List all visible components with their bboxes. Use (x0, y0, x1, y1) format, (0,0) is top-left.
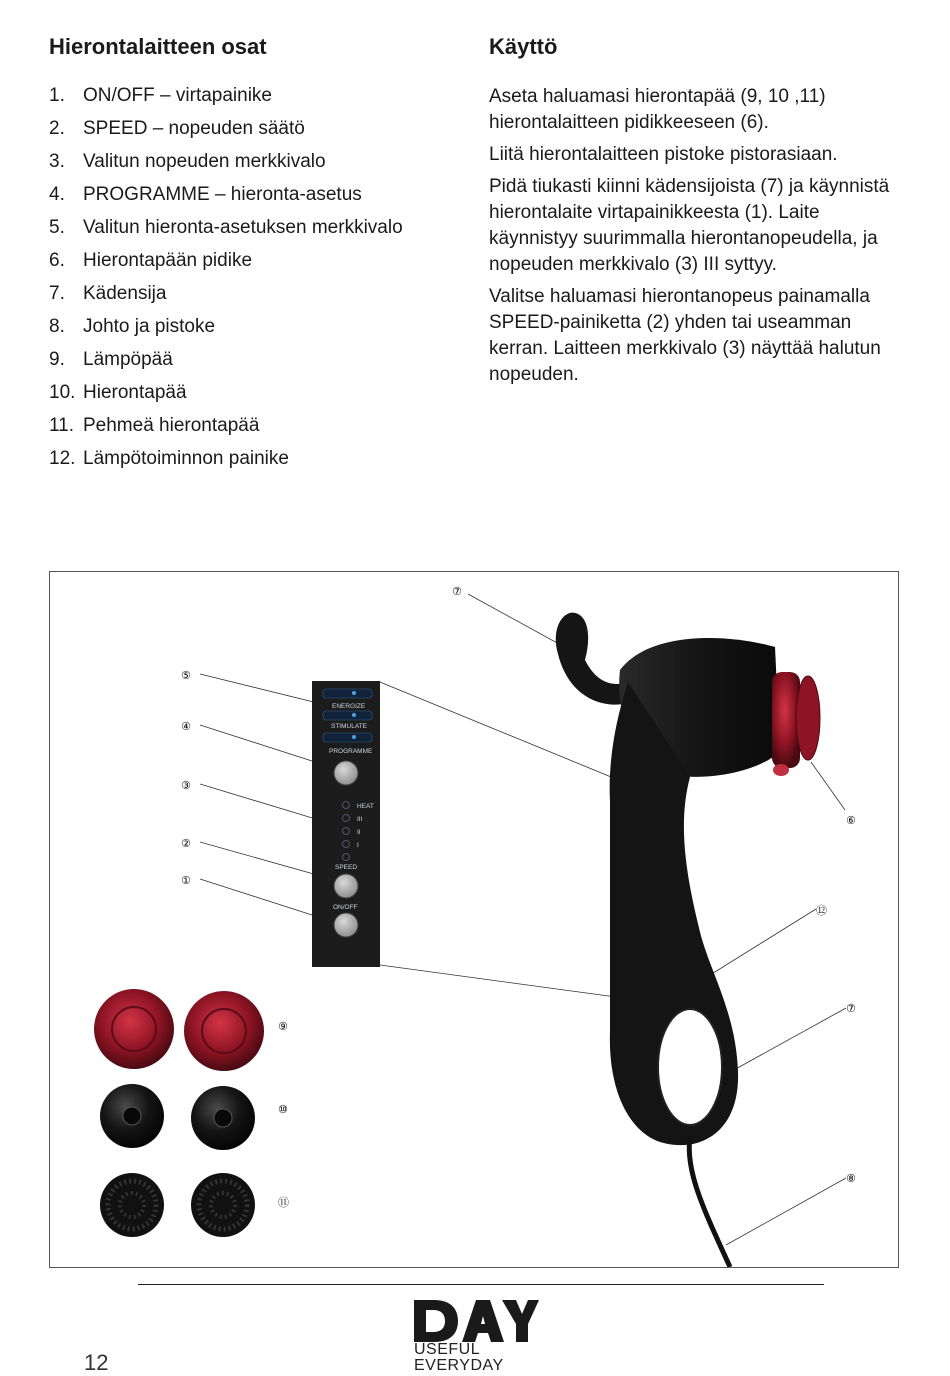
item-number: 5. (49, 217, 65, 238)
callout-5: ⑤ (181, 669, 191, 682)
list-item (49, 249, 469, 282)
callout-6: ⑥ (846, 814, 856, 827)
accessory-heads (94, 989, 264, 1237)
item-number: 6. (49, 250, 65, 271)
programme-label: PROGRAMME (329, 748, 373, 755)
parts-heading: Hierontalaitteen osat (49, 34, 267, 59)
item-text: SPEED – nopeuden säätö (83, 118, 305, 139)
item-text: Johto ja pistoke (83, 316, 216, 337)
callout-3: ③ (181, 779, 191, 792)
item-text: Valitun nopeuden merkkivalo (83, 151, 326, 172)
level1-label: I (357, 842, 359, 849)
item-number: 10. (49, 382, 76, 403)
item-number: 2. (49, 118, 65, 139)
list-item (49, 282, 469, 315)
energize-label: ENERGIZE (332, 703, 366, 710)
item-text: Lämpötoiminnon painike (83, 448, 289, 469)
usage-paragraph: Liitä hierontalaitteen pistoke pistorasiaan. (489, 144, 838, 165)
list-item (49, 414, 469, 447)
massager-device (556, 613, 820, 1267)
item-number: 7. (49, 283, 65, 304)
list-item (49, 84, 469, 117)
item-text: Kädensija (83, 283, 167, 304)
power-cord (689, 1137, 730, 1267)
heat-head-front (796, 676, 820, 760)
onoff-button[interactable] (334, 913, 358, 937)
list-item (49, 381, 469, 414)
logo-tagline-2: EVERYDAY (414, 1357, 504, 1374)
callout-12: ⑫ (816, 904, 827, 917)
item-number: 9. (49, 349, 65, 370)
item-text: ON/OFF – virtapainike (83, 85, 272, 106)
item-number: 11. (49, 415, 75, 436)
item-text: Hierontapään pidike (83, 250, 253, 271)
callout-9: ⑨ (278, 1020, 288, 1033)
stimulate-label: STIMULATE (331, 723, 367, 730)
item-number: 12. (49, 448, 76, 469)
callout-10: ⑩ (278, 1103, 288, 1116)
parts-list (49, 84, 469, 480)
day-logo (414, 1300, 539, 1342)
holder-clip (773, 764, 789, 776)
list-item (49, 216, 469, 249)
usage-text (489, 84, 909, 394)
product-figure (49, 571, 899, 1268)
list-item (49, 150, 469, 183)
list-item (49, 348, 469, 381)
item-number: 3. (49, 151, 65, 172)
page-number: 12 (84, 1350, 109, 1375)
item-number: 1. (49, 85, 65, 106)
onoff-label: ON/OFF (333, 904, 358, 911)
item-text: Pehmeä hierontapää (83, 415, 260, 436)
item-text: Lämpöpää (83, 349, 173, 370)
item-number: 4. (49, 184, 65, 205)
callout-1: ① (181, 874, 191, 887)
list-item (49, 183, 469, 216)
list-item (49, 315, 469, 348)
callout-8: ⑧ (846, 1172, 856, 1185)
footer-rule (138, 1284, 824, 1285)
item-number: 8. (49, 316, 65, 337)
callout-7-top: ⑦ (452, 585, 462, 598)
grip-hole (658, 1009, 722, 1125)
callout-11: ⑪ (278, 1196, 289, 1209)
usage-heading: Käyttö (489, 34, 558, 59)
heat-label: HEAT (357, 803, 374, 810)
level2-label: II (357, 829, 361, 836)
control-panel (312, 681, 380, 967)
speed-label: SPEED (335, 864, 358, 871)
item-text: Hierontapää (83, 382, 187, 403)
item-text: Valitun hieronta-asetuksen merkkivalo (83, 217, 403, 238)
speed-button[interactable] (334, 874, 358, 898)
usage-paragraph: Aseta haluamasi hierontapää (9, 10 ,11) hierontalaitteen pidikkeeseen (6). (489, 86, 826, 133)
heat-head-1 (94, 989, 174, 1069)
usage-paragraph: Pidä tiukasti kiinni kädensijoista (7) ja käynnistä hierontalaite virtapainikkeesta (1). Laite käynnistyy suurimmalla hierontanopeudella, ja nopeuden merkkivalo (3) III syttyy. (489, 176, 890, 275)
programme-button[interactable] (334, 761, 358, 785)
list-item (49, 117, 469, 150)
logo-tagline-1: USEFUL (414, 1341, 481, 1358)
callout-2: ② (181, 837, 191, 850)
list-item (49, 447, 469, 480)
item-text: PROGRAMME – hieronta-asetus (83, 184, 362, 205)
usage-paragraph: Valitse haluamasi hierontanopeus painamalla SPEED-painiketta (2) yhden tai useamman kerran. Laitteen merkkivalo (3) näyttää halutun nopeuden. (489, 286, 881, 385)
product-illustration (50, 572, 898, 1267)
level3-label: III (357, 816, 363, 823)
callout-7-bottom: ⑦ (846, 1002, 856, 1015)
heat-head-2 (184, 991, 264, 1071)
callout-4: ④ (181, 720, 191, 733)
